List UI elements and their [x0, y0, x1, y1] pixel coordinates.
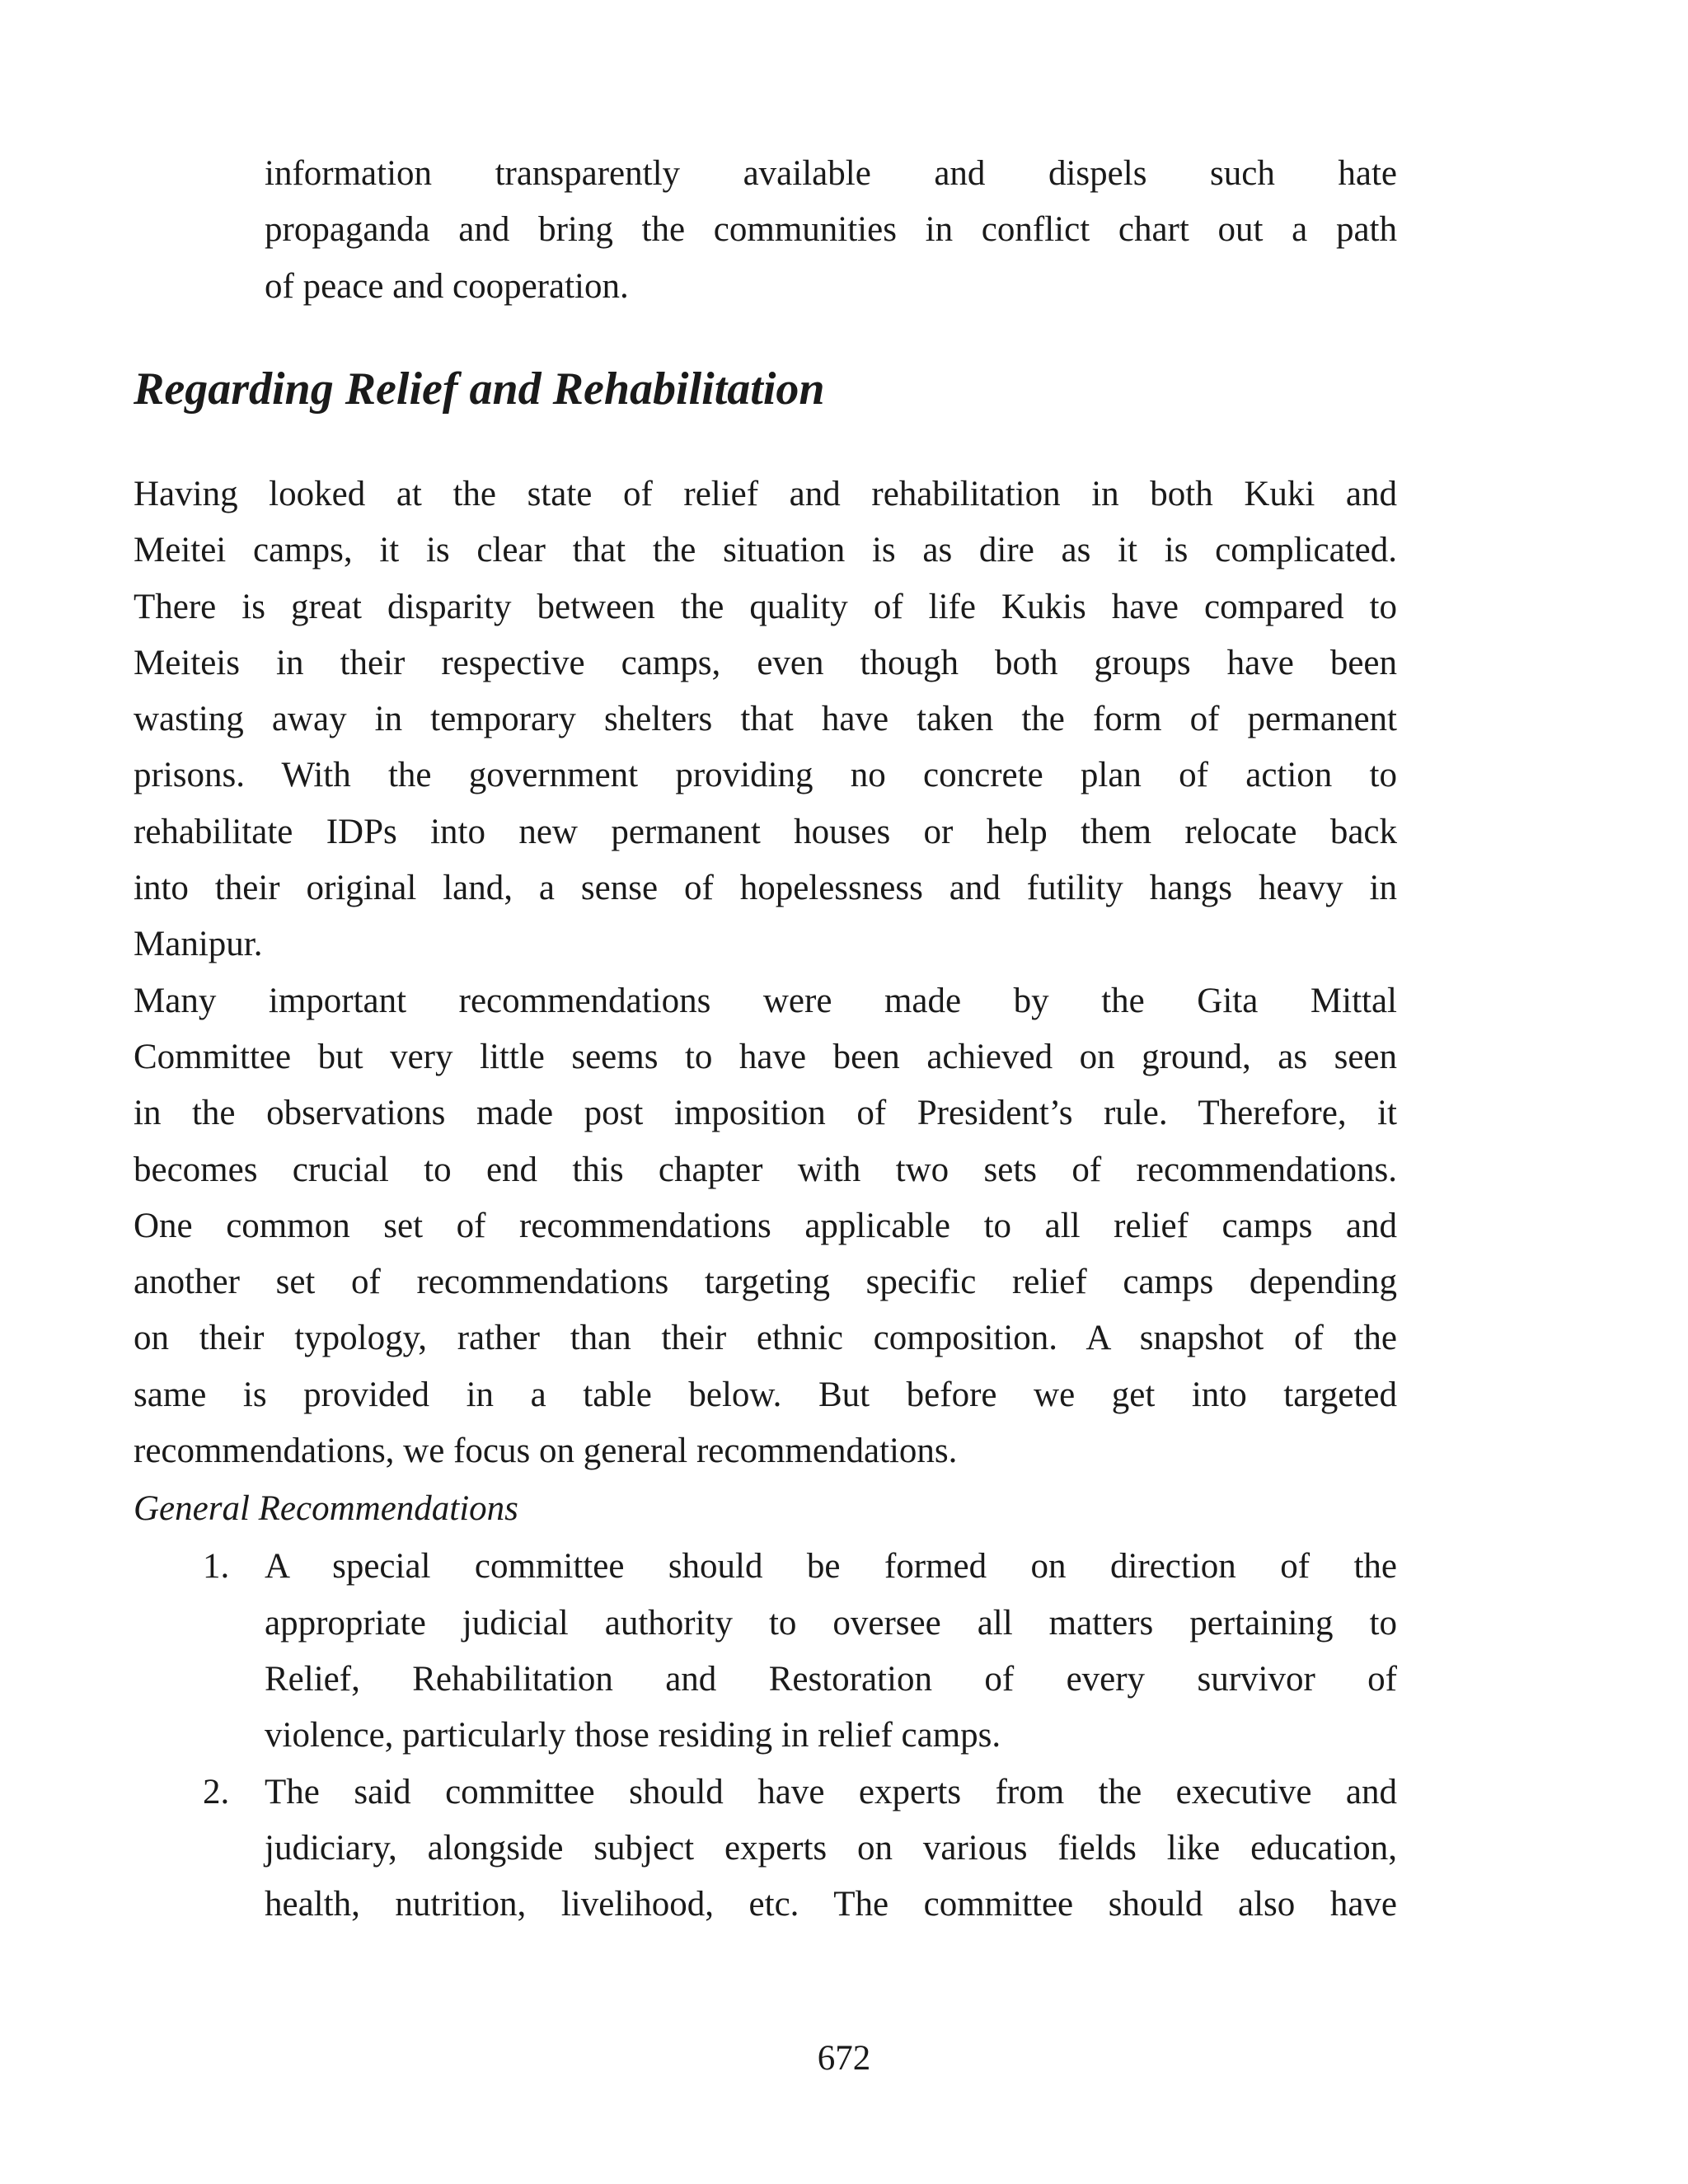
text-line: information transparently available and dispels such hate	[265, 154, 1397, 193]
text-line: A special committee should be formed on direction of the	[265, 1547, 1397, 1586]
text-line: Meiteis in their respective camps, even though both groups have been	[134, 643, 1397, 682]
paragraph	[134, 973, 1397, 1480]
paragraphs	[134, 466, 1397, 1479]
text-line: rehabilitate IDPs into new permanent houses or help them relocate back	[134, 812, 1397, 851]
text-line: There is great disparity between the quality of life Kukis have compared to	[134, 587, 1397, 626]
text-line: in the observations made post imposition of President’s rule. Therefore, it	[134, 1094, 1397, 1133]
recommendations-list	[134, 1539, 1397, 1933]
list-item	[134, 1765, 1397, 1933]
text-line: into their original land, a sense of hopelessness and futility hangs heavy in	[134, 869, 1397, 908]
text-line: Committee but very little seems to have been achieved on ground, as seen	[134, 1037, 1397, 1076]
text-line: recommendations, we focus on general recommendations.	[134, 1432, 958, 1471]
list-item	[134, 1539, 1397, 1764]
subsection-heading: General Recommendations	[134, 1489, 518, 1529]
text-line: prisons. With the government providing no concrete plan of action to	[134, 756, 1397, 795]
paragraph	[134, 466, 1397, 973]
text-line: becomes crucial to end this chapter with two sets of recommendations.	[134, 1150, 1397, 1189]
text-line: One common set of recommendations applicable to all relief camps and	[134, 1206, 1397, 1245]
text-line: The said committee should have experts from the executive and	[265, 1772, 1397, 1811]
text-line: appropriate judicial authority to oversee all matters pertaining to	[265, 1603, 1397, 1643]
text-line: Relief, Rehabilitation and Restoration of every survivor of	[265, 1659, 1397, 1699]
text-line: another set of recommendations targeting specific relief camps depending	[134, 1263, 1397, 1302]
text-line: Many important recommendations were made by the Gita Mittal	[134, 981, 1397, 1020]
text-line: violence, particularly those residing in relief camps.	[265, 1716, 1001, 1755]
page-number: 672	[817, 2039, 871, 2078]
text-line: health, nutrition, livelihood, etc. The committee should also have	[265, 1885, 1397, 1924]
section-body	[134, 466, 1397, 1933]
text-line: judiciary, alongside subject experts on various fields like education,	[265, 1828, 1397, 1868]
text-line: wasting away in temporary shelters that have taken the form of permanent	[134, 700, 1397, 739]
text-line: Having looked at the state of relief and rehabilitation in both Kuki and	[134, 475, 1397, 513]
list-item-number: 2.	[203, 1772, 230, 1811]
text-line: of peace and cooperation.	[265, 266, 629, 306]
text-line: propaganda and bring the communities in conflict chart out a path	[265, 210, 1397, 250]
text-line: Meitei camps, it is clear that the situation is as dire as it is complicated.	[134, 531, 1397, 570]
section-heading: Regarding Relief and Rehabilitation	[134, 363, 825, 415]
text-line: Manipur.	[134, 925, 263, 964]
text-line: same is provided in a table below. But before we get into targeted	[134, 1375, 1397, 1414]
text-line: on their typology, rather than their ethnic composition. A snapshot of the	[134, 1319, 1397, 1358]
intro-paragraph-continuation	[265, 146, 1397, 315]
list-item-number: 1.	[203, 1547, 230, 1586]
